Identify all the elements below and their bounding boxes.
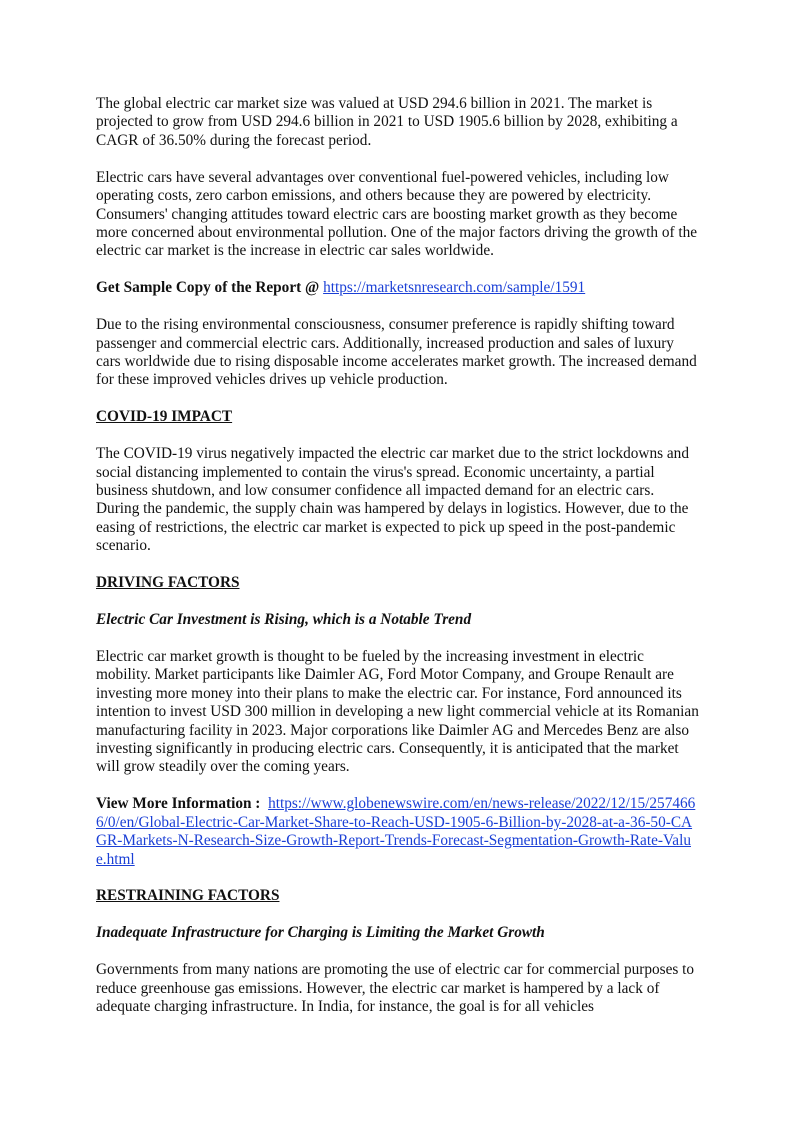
more-info-link[interactable]: https://www.globenewswire.com/en/news-release/2022/12/15/2574666/0/en/Global-Electric-Car-Market-Share-to-Reach-USD-1905-6-Billion-by-2028-at-a-36-50-CAGR-Markets-N-Research-Size-Growth-Report-Trends-Forecast-Segmentation-Growth-Rate-Value.html	[96, 795, 696, 868]
more-info-label: View More Information :	[96, 795, 261, 813]
heading-restraining-factors: RESTRAINING FACTORS	[96, 887, 280, 905]
subheading-infrastructure: Inadequate Infrastructure for Charging is Limiting the Market Growth	[96, 924, 545, 942]
paragraph-consumer-preference: Due to the rising environmental consciousness, consumer preference is rapidly shifting toward passenger and commercial electric cars. Additionally, increased production and sales of luxury cars worldwide due to rising disposable income accelerates market growth. The increased demand for these improved vehicles drives up vehicle production.	[96, 316, 697, 389]
heading-covid-impact: COVID-19 IMPACT	[96, 408, 233, 426]
paragraph-market-size: The global electric car market size was valued at USD 294.6 billion in 2021. The market is projected to grow from USD 294.6 billion in 2021 to USD 1905.6 billion by 2028, exhibiting a CAGR of 36.50% during the forecast period.	[96, 95, 678, 149]
document-page	[96, 95, 700, 1035]
more-info-line	[96, 795, 700, 869]
paragraph-covid: The COVID-19 virus negatively impacted the electric car market due to the strict lockdowns and social distancing implemented to contain the virus's spread. Economic uncertainty, a partial business shutdown, and low consumer confidence all impacted demand for an electric cars. During the pandemic, the supply chain was hampered by delays in logistics. However, due to the easing of restrictions, the electric car market is expected to pick up speed in the post-pandemic scenario.	[96, 445, 689, 555]
paragraph-advantages: Electric cars have several advantages over conventional fuel-powered vehicles, including low operating costs, zero carbon emissions, and others because they are powered by electricity. Consumers' changing attitudes toward electric cars are boosting market growth as they become more concerned about environmental pollution. One of the major factors driving the growth of the electric car market is the increase in electric car sales worldwide.	[96, 168, 698, 260]
sample-copy-line	[96, 279, 700, 297]
paragraph-investment: Electric car market growth is thought to be fueled by the increasing investment in electric mobility. Market participants like Daimler AG, Ford Motor Company, and Groupe Renault are investing more money into their plans to make the electric car. For instance, Ford announced its intention to invest USD 300 million in developing a new light commercial vehicle at its Romanian manufacturing facility in 2023. Major corporations like Daimler AG and Mercedes Benz are also investing significantly in producing electric cars. Consequently, it is anticipated that the market will grow steadily over the coming years.	[96, 647, 699, 776]
subheading-investment: Electric Car Investment is Rising, which is a Notable Trend	[96, 611, 472, 629]
paragraph-infrastructure: Governments from many nations are promoting the use of electric car for commercial purposes to reduce greenhouse gas emissions. However, the electric car market is hampered by a lack of adequate charging infrastructure. In India, for instance, the goal is for all vehicles	[96, 961, 695, 1016]
heading-driving-factors: DRIVING FACTORS	[96, 574, 240, 592]
sample-copy-link[interactable]: https://marketsnresearch.com/sample/1591	[323, 279, 586, 297]
sample-copy-label: Get Sample Copy of the Report @	[96, 279, 320, 297]
